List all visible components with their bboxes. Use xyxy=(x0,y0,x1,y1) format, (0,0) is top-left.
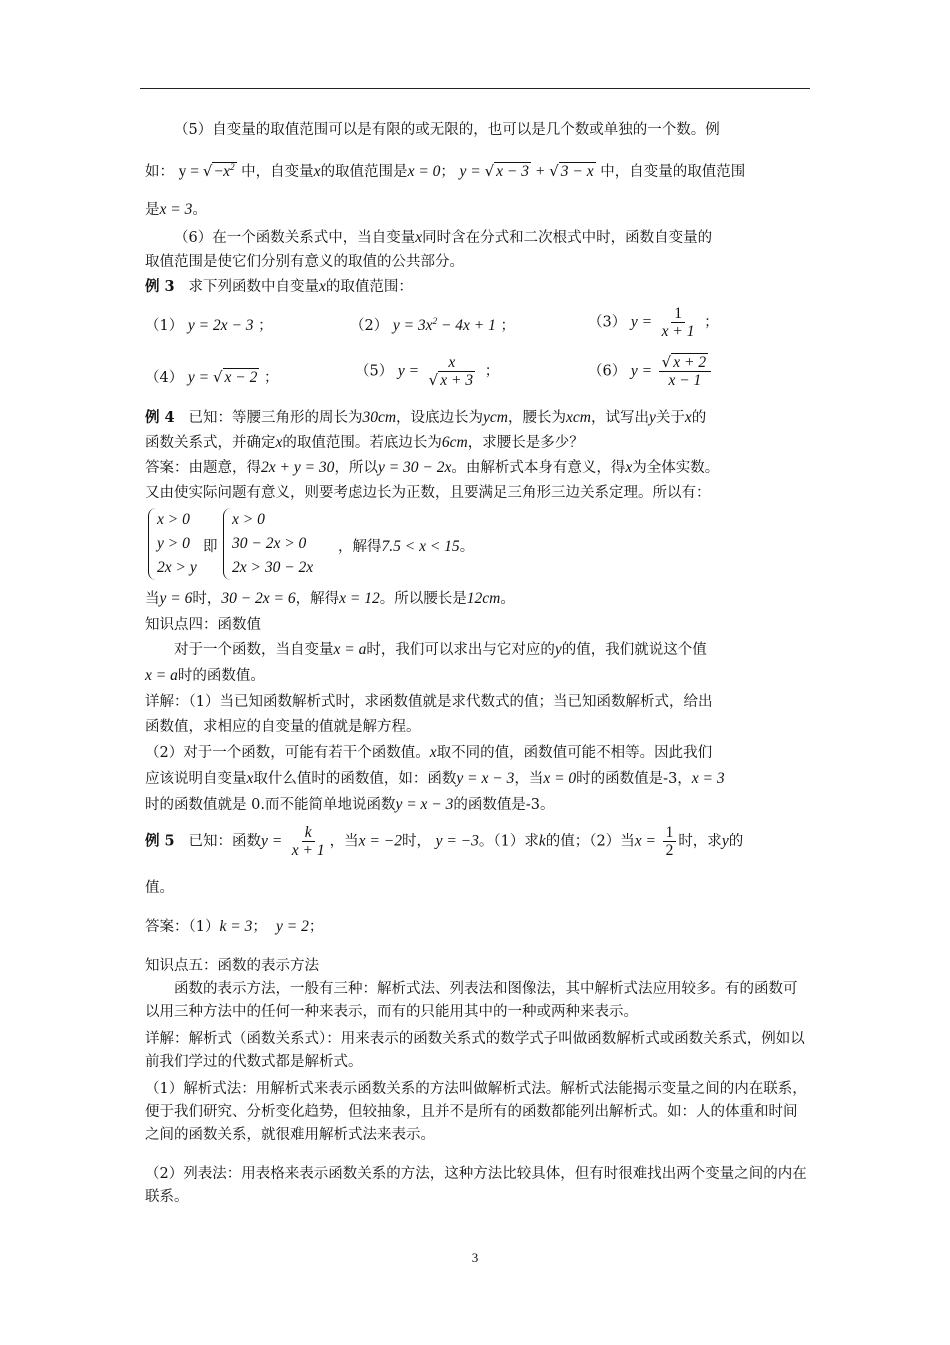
kp4-def-line1: 对于一个函数，当自变量x = a时，我们可以求出与它对应的y的值，我们就说这个值 xyxy=(174,641,707,658)
ex5-answer: 答案：（1）k = 3； y = 2； xyxy=(145,918,324,935)
ex4-answer-line1: 答案：由题意，得2x + y = 30，所以y = 30 − 2x。由解析式本身有意义，得x为全体实数。 xyxy=(145,459,720,476)
ex3-item4: （4） y = √ x − 2 ； xyxy=(145,368,279,386)
item5-line2: 如： y = √ $-x^2$ 中，自变量x的取值范围是x = 0； y = √ x − 3 + √ 3 − x 中，自变量的取值范围 xyxy=(145,161,746,180)
kp4-detail-line3: （2）对于一个函数，可能有若干个函数值。x取不同的值，函数值可能不相等。因此我们 xyxy=(145,744,713,761)
kp5-para1: 函数的表示方法，一般有三种：解析式法、列表法和图像法，其中解析式法应用较多。有的函数可以用三种方法中的任何一种来表示，而有的只能用其中的一种或两种来表示。 xyxy=(145,981,798,1020)
ex4-line2: 函数关系式，并确定x的取值范围。若底边长为6cm，求腰长是多少？ xyxy=(145,434,584,451)
ex3-item6: （6） y = $\frac{√ x + 2}{x - 1}$ xyxy=(588,354,713,389)
page-number: 3 xyxy=(471,1250,479,1265)
item5-line1: （5）自变量的取值范围可以是有限的或无限的，也可以是几个数或单独的一个数。例 xyxy=(174,122,720,138)
ex3-item5: （5） y = $\frac{x}{√ x + 3}$ ； xyxy=(355,354,500,389)
ex3-item2: （2） $y = 3x^2 - 4x + 1$ ； xyxy=(350,315,515,334)
ex4-answer-line2: 又由使实际问题有意义，则要考虑边长为正数，且要满足三角形三边关系定理。所以有： xyxy=(145,485,711,501)
item6-line2: 取值范围是使它们分别有意义的取值的公共部分。 xyxy=(145,254,464,270)
kp5-para4: （2）列表法：用表格来表示函数关系的方法，这种方法比较具体，但有时很难找出两个变量之间的内在联系。 xyxy=(145,1166,807,1205)
ji-label: 即 xyxy=(203,539,218,555)
inequality-system-1: x > 0 y > 0 2x > y xyxy=(148,508,197,580)
kp5-title: 知识点五：函数的表示方法 xyxy=(145,958,319,974)
kp4-def-line2: x = a时的函数值。 xyxy=(145,667,265,684)
ex3-item3: （3） y = $\frac{1}{x + 1}$ ； xyxy=(588,305,719,340)
item5-line3: 是x = 3。 xyxy=(145,201,207,218)
kp4-title: 知识点四：函数值 xyxy=(145,617,261,633)
header-rule xyxy=(140,88,810,89)
ex4-line1: 例 4 已知：等腰三角形的周长为30cm，设底边长为ycm，腰长为xcm，试写出y关于x的 xyxy=(145,409,707,426)
kp4-detail-line4: 应该说明自变量x取什么值时的函数值，如：函数y = x − 3，当x = 0时的函数值是-3，x = 3 xyxy=(145,770,725,787)
ex5-line1: 例 5 已知：函数y = $\frac{k}{x + 1}$ ，当x = −2时， y = −3。（1）求k的值；（2）当x = $\frac{1}{2}$ 时，求y的 xyxy=(145,824,744,859)
ex4-solution: ，解得7.5 < x < 15。 xyxy=(338,538,475,555)
kp4-detail-line1: 详解：（1）当已知函数解析式时，求函数值就是求代数式的值；当已知函数解析式，给出 xyxy=(145,694,713,710)
inequality-system-2: x > 0 30 − 2x > 0 2x > 30 − 2x xyxy=(223,508,313,580)
kp5-para2: 详解：解析式（函数关系式）：用来表示的函数关系式的数学式子叫做函数解析式或函数关系式，例如以前我们学过的代数式都是解析式。 xyxy=(145,1031,805,1070)
item6-line1: （6）在一个函数关系式中，当自变量x同时含在分式和二次根式中时，函数自变量的 xyxy=(174,229,713,246)
ex5-line2: 值。 xyxy=(145,880,174,896)
kp4-detail-line2: 函数值，求相应的自变量的值就是解方程。 xyxy=(145,719,421,735)
kp5-para3: （1）解析式法：用解析式来表示函数关系的方法叫做解析式法。解析式法能揭示变量之间的内在联系，便于我们研究、分析变化趋势，但较抽象，且并不是所有的函数都能列出解析式。如：人的体重和时间之间的函数关系，就很难用解析式法来表示。 xyxy=(145,1081,807,1143)
ex3-item1: （1） y = 2x − 3 ； xyxy=(145,317,273,334)
ex3-title: 例 3 求下列函数中自变量x的取值范围： xyxy=(145,278,413,295)
kp4-detail-line5: 时的函数值就是 0.而不能简单地说函数y = x − 3的函数值是-3。 xyxy=(145,796,555,813)
ex4-answer-line3: 当y = 6时，30 − 2x = 6，解得x = 12。所以腰长是12cm。 xyxy=(145,590,515,607)
